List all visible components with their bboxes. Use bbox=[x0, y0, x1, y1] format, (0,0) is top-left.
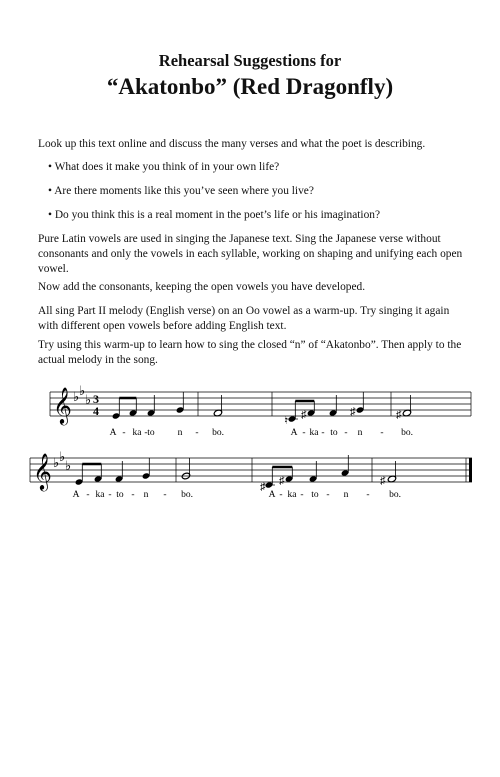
lyric-syllable: n bbox=[357, 428, 363, 438]
sharp-icon: ♯ bbox=[380, 475, 386, 487]
lyrics-system-2 bbox=[73, 490, 401, 500]
lyric-hyphen: - bbox=[131, 490, 135, 500]
lyric-hyphen: - bbox=[86, 490, 90, 500]
lyric-hyphen: - bbox=[380, 428, 384, 438]
bullet-item: • What does it make you think of in your own life? bbox=[48, 161, 280, 173]
lyric-syllable: ka bbox=[287, 490, 297, 500]
title-line-1: Rehearsal Suggestions for bbox=[158, 51, 342, 70]
lyric-syllable: n bbox=[143, 490, 149, 500]
bullet-item: • Are there moments like this you’ve seen where you live? bbox=[48, 185, 314, 197]
notes-measure-6 bbox=[181, 458, 190, 480]
lyric-syllable: ka bbox=[309, 428, 319, 438]
notes-measure-4 bbox=[396, 395, 412, 421]
lyric-hyphen: - bbox=[108, 490, 112, 500]
notes-measure-3 bbox=[284, 392, 364, 427]
lyric-hyphen: - bbox=[344, 428, 348, 438]
lyric-hyphen: - bbox=[279, 490, 283, 500]
lyric-syllable: to bbox=[116, 490, 124, 500]
lyric-syllable: to bbox=[330, 428, 338, 438]
final-barline bbox=[469, 458, 472, 482]
lyric-syllable: ka bbox=[132, 428, 142, 438]
intro-paragraph: Look up this text online and discuss the many verses and what the poet is describing. bbox=[38, 138, 426, 150]
closed-n-paragraph: Try using this warm-up to learn how to sing the closed “n” of “Akatonbo”. Then apply to the actual melody in the song. bbox=[38, 339, 462, 366]
title-line-2: “Akatonbo” (Red Dragonfly) bbox=[106, 74, 394, 99]
bullet-item: • Do you think this is a real moment in the poet’s life or his imagination? bbox=[48, 209, 381, 221]
notes-measure-5 bbox=[75, 458, 151, 486]
lyric-hyphen: - bbox=[366, 490, 370, 500]
notes-measure-7 bbox=[260, 455, 349, 493]
consonants-paragraph: Now add the consonants, keeping the open vowels you have developed. bbox=[38, 281, 366, 293]
lyric-hyphen: - bbox=[302, 428, 306, 438]
time-signature-bottom: 4 bbox=[93, 404, 99, 418]
lyric-syllable: to bbox=[311, 490, 319, 500]
natural-icon: ♮ bbox=[284, 415, 288, 427]
notes-measure-1 bbox=[112, 392, 185, 420]
sharp-icon: ♯ bbox=[279, 475, 285, 487]
notes-measure-8 bbox=[380, 461, 397, 487]
music-example bbox=[0, 380, 500, 510]
flat-icon: ♭ bbox=[85, 392, 92, 407]
sharp-icon: ♯ bbox=[301, 409, 307, 421]
lyric-syllable: A bbox=[268, 490, 276, 500]
time-signature-top: 3 bbox=[93, 392, 99, 406]
flat-icon: ♭ bbox=[59, 449, 66, 464]
lyric-syllable: A bbox=[290, 428, 298, 438]
lyric-syllable: to bbox=[147, 428, 155, 438]
lyric-hyphen: - bbox=[122, 428, 126, 438]
lyric-hyphen: - bbox=[326, 490, 330, 500]
lyric-syllable: ka bbox=[95, 490, 105, 500]
treble-clef-icon: 𝄞 bbox=[33, 453, 52, 489]
lyric-syllable: bo. bbox=[181, 490, 193, 500]
lyric-syllable: A bbox=[109, 428, 117, 438]
lyric-syllable: n bbox=[343, 490, 349, 500]
lyric-hyphen: - bbox=[321, 428, 325, 438]
flat-icon: ♭ bbox=[79, 383, 86, 398]
flat-icon: ♭ bbox=[53, 455, 60, 470]
lyric-hyphen: - bbox=[300, 490, 304, 500]
sharp-icon: ♯ bbox=[260, 481, 266, 493]
treble-clef-icon: 𝄞 bbox=[53, 387, 72, 423]
staff-system-1 bbox=[50, 383, 471, 438]
flat-icon: ♭ bbox=[73, 389, 80, 404]
lyric-hyphen: - bbox=[144, 428, 148, 438]
lyric-hyphen: - bbox=[195, 428, 199, 438]
flat-icon: ♭ bbox=[65, 458, 72, 473]
staff-system-2 bbox=[30, 449, 472, 500]
vowels-paragraph: Pure Latin vowels are used in singing the Japanese text. Sing the Japanese verse without consonants and only the vowels in each syllable, working on shaping and unifying each open vowel. bbox=[38, 233, 463, 275]
lyric-syllable: A bbox=[72, 490, 80, 500]
lyric-syllable: bo. bbox=[212, 428, 224, 438]
sharp-icon: ♯ bbox=[396, 409, 402, 421]
sharp-icon: ♯ bbox=[350, 406, 356, 418]
lyric-syllable: bo. bbox=[401, 428, 413, 438]
lyric-syllable: bo. bbox=[389, 490, 401, 500]
lyric-syllable: n bbox=[177, 428, 183, 438]
lyrics-system-1 bbox=[110, 428, 413, 438]
lyric-hyphen: - bbox=[163, 490, 167, 500]
warmup-paragraph: All sing Part II melody (English verse) on an Oo vowel as a warm-up. Try singing it again with different open vowels before adding English text. bbox=[38, 305, 450, 332]
